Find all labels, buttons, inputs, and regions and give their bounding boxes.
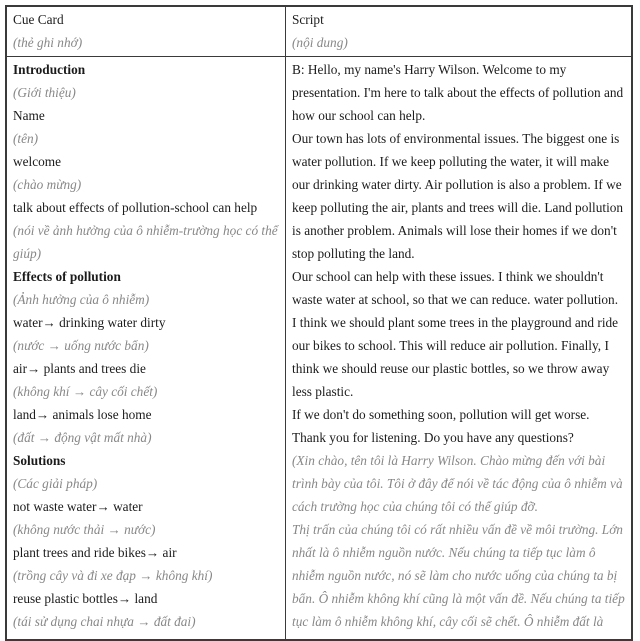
- cue-card-line: (Ảnh hưởng của ô nhiễm): [13, 292, 150, 307]
- table-header-row: [7, 7, 631, 57]
- cue-card-line: (tái sử dụng chai nhựa → đất đai): [13, 614, 196, 629]
- cue-card-line: (không khí → cây cối chết): [13, 384, 158, 399]
- cue-card-line: Name: [13, 108, 45, 123]
- script-column-subtitle: (nội dung): [292, 35, 348, 50]
- header-cell-cue-card: [7, 7, 286, 56]
- cue-card-line: reuse plastic bottles→ land: [13, 591, 158, 606]
- cue-card-line: (chào mừng): [13, 177, 82, 192]
- script-paragraphs: [286, 57, 631, 639]
- script-paragraph: Thị trấn của chúng tôi có rất nhiều vấn đề về môi trường. Lớn nhất là ô nhiễm nguồn nước. Nếu chúng ta tiếp tục làm ô nhiễm nguồn nước, nó sẽ làm cho nước uống của chúng ta bị bẩn. Ô nhiễm không khí cũng là một vấn đề. Nếu chúng ta tiếp tục làm ô nhiễm không khí, cây cối sẽ chết. Ô nhiễm đất là: [292, 522, 625, 629]
- cue-card-line: air→ plants and trees die: [13, 361, 146, 376]
- cue-card-column-title: Cue Card: [13, 12, 64, 27]
- cue-card-line: welcome: [13, 154, 61, 169]
- cue-card-line: (tên): [13, 131, 39, 146]
- cue-card-line: (nói về ảnh hưởng của ô nhiễm-trường học có thể giúp): [13, 223, 278, 261]
- cue-card-line: talk about effects of pollution-school can help: [13, 200, 258, 215]
- script-paragraph: B: Hello, my name's Harry Wilson. Welcome to my presentation. I'm here to talk about the effects of pollution and how our school can help.: [292, 62, 624, 123]
- cue-card-line: plant trees and ride bikes→ air: [13, 545, 177, 560]
- cue-card-line: Effects of pollution: [13, 269, 121, 284]
- cue-card-line: land→ animals lose home: [13, 407, 152, 422]
- cue-card-line: (nước → uống nước bẩn): [13, 338, 149, 353]
- script-paragraph: Our town has lots of environmental issues. The biggest one is water pollution. If we keep polluting the water, it will make our drinking water dirty. Air pollution is also a problem. If we keep polluting the air, plants and trees will die. Land pollution is another problem. Animals will lose their homes if we don't stop polluting the land.: [292, 131, 624, 261]
- cue-card-line: (không nước thải → nước): [13, 522, 156, 537]
- script-paragraph: If we don't do something soon, pollution will get worse.: [292, 407, 590, 422]
- cue-card-line: (đất → động vật mất nhà): [13, 430, 152, 445]
- cue-card-list: [7, 57, 286, 639]
- cue-card-column-subtitle: (thẻ ghi nhớ): [13, 35, 83, 50]
- script-column-title: Script: [292, 12, 324, 27]
- cue-card-line: water→ drinking water dirty: [13, 315, 166, 330]
- script-paragraph: Thank you for listening. Do you have any questions?: [292, 430, 574, 445]
- cue-card-script-table: [5, 5, 633, 641]
- script-paragraph: (Xin chào, tên tôi là Harry Wilson. Chào mừng đến với bài trình bày của tôi. Tôi ở đây để nói về tác động của ô nhiễm và cách trường học của chúng tôi có thể giúp đỡ.: [292, 453, 623, 514]
- header-cell-script: [286, 7, 631, 56]
- cue-card-line: Solutions: [13, 453, 66, 468]
- table-body-row: [7, 57, 631, 639]
- cue-card-line: (Giới thiệu): [13, 85, 76, 100]
- script-paragraph: Our school can help with these issues. I think we shouldn't waste water at school, so that we can reduce. water pollution. I think we should plant some trees in the playground and ride our bikes to school. This will reduce air pollution. Finally, I think we should reuse our plastic bottles, so we throw away less plastic.: [292, 269, 619, 399]
- cue-card-line: (trồng cây và đi xe đạp → không khí): [13, 568, 213, 583]
- cue-card-line: (Các giải pháp): [13, 476, 98, 491]
- cue-card-line: Introduction: [13, 62, 86, 77]
- cue-card-line: not waste water→ water: [13, 499, 143, 514]
